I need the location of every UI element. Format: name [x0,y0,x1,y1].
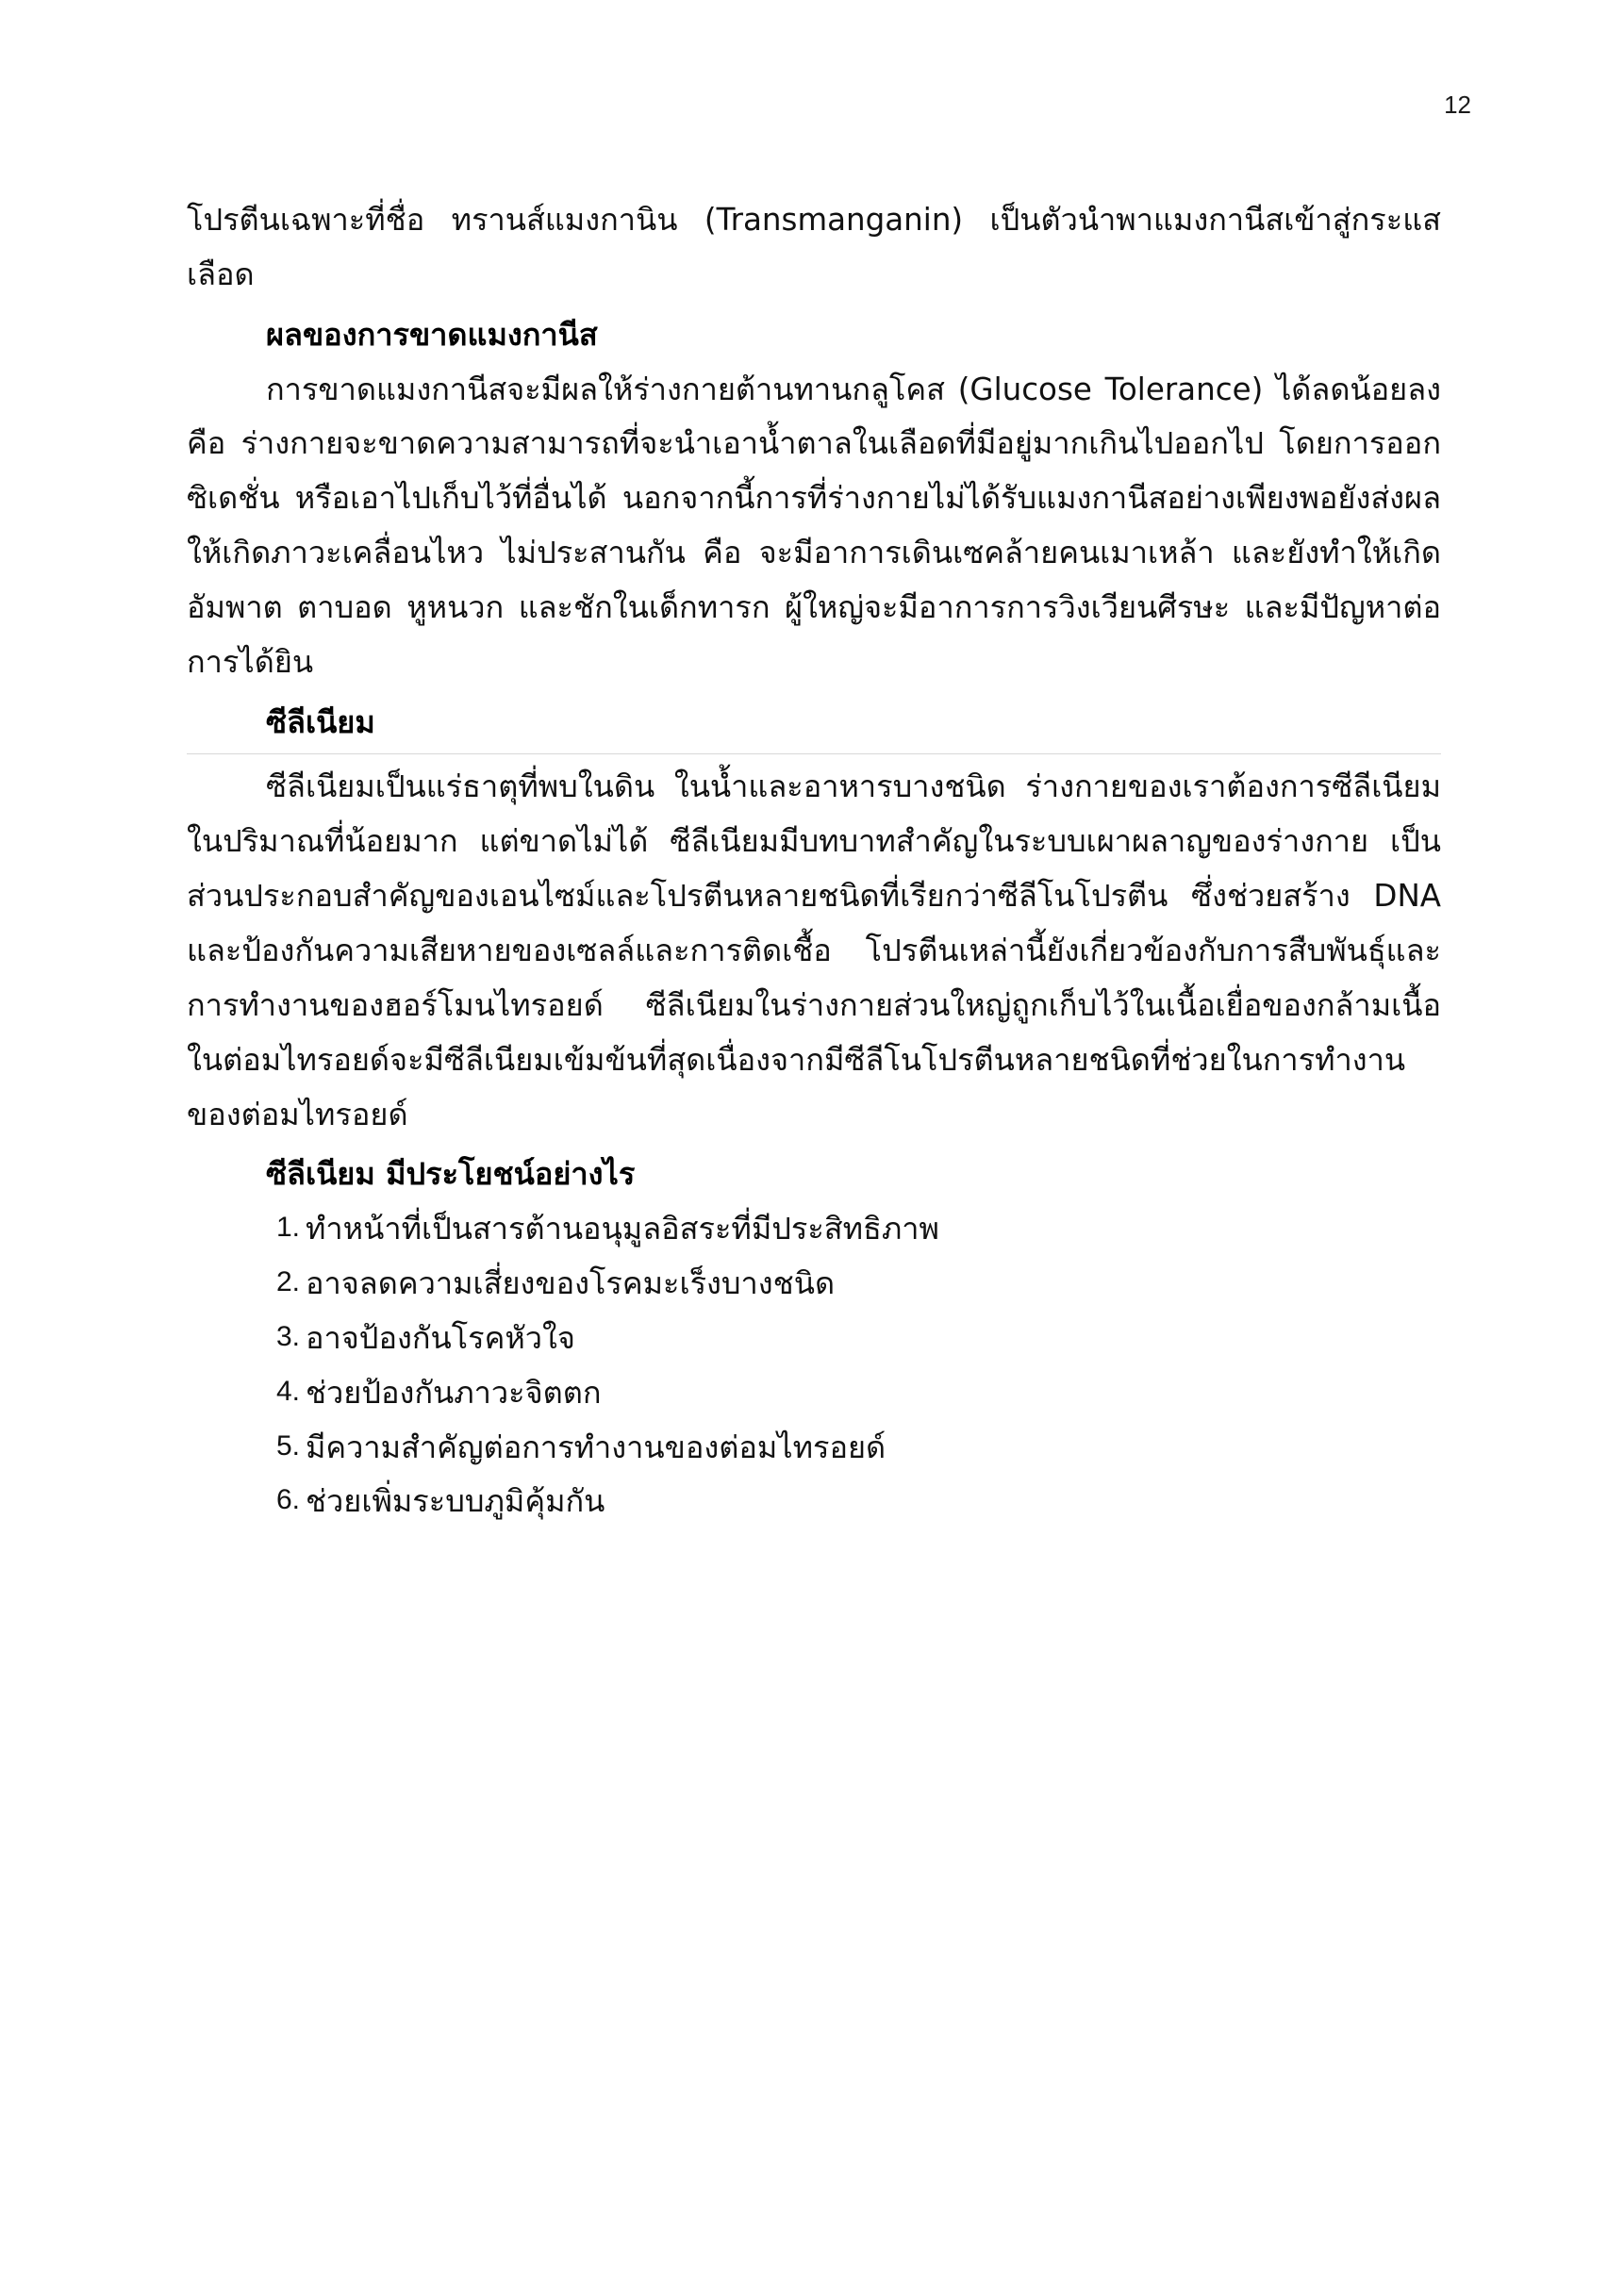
list-item-label: อาจป้องกันโรคหัวใจ [306,1319,575,1356]
page-number: 12 [1444,91,1471,119]
list-item [187,1475,1441,1529]
heading-manganese-deficiency: ผลของการขาดแมงกานีส [266,316,598,353]
paragraph-manganese-deficiency: การขาดแมงกานีสจะมีผลให้ร่างกายต้านทานกลูโคส (Glucose Tolerance) ได้ลดน้อยลง คือ ร่างกายจะขาดความสามารถที่จะนำเอาน้ำตาลในเลือดที่มีอยู่มากเกินไปออกไป โดยการออกซิเดชั่น หรือเอาไปเก็บไว้ที่อื่นได้ นอกจากนี้การที่ร่างกายไม่ได้รับแมงกานีสอย่างเพียงพอยังส่งผลให้เกิดภาวะเคลื่อนไหว ไม่ประสานกัน คือ จะมีอาการเดินเซคล้ายคนเมาเหล้า และยังทำให้เกิดอัมพาต ตาบอด หูหนวก และชักในเด็กทารก ผู้ใหญ่จะมีอาการการวิงเวียนศีรษะ และมีปัญหาต่อการได้ยิน [187,371,1441,680]
list-item [187,1366,1441,1421]
list-item-label: มีความสำคัญต่อการทำงานของต่อมไทรอยด์ [306,1429,887,1465]
paragraph-selenium: ซีลีเนียมเป็นแร่ธาตุที่พบในดิน ในน้ำและอาหารบางชนิด ร่างกายของเราต้องการซีลีเนียมในปริมาณที่น้อยมาก แต่ขาดไม่ได้ ซีลีเนียมมีบทบาทสำคัญในระบบเผาผลาญของร่างกาย เป็นส่วนประกอบสำคัญของเอนไซม์และโปรตีนหลายชนิดที่เรียกว่าซีลีโนโปรตีน ซึ่งช่วยสร้าง DNA และป้องกันความเสียหายของเซลล์และการติดเชื้อ โปรตีนเหล่านี้ยังเกี่ยวข้องกับการสืบพันธุ์และการทำงานของฮอร์โมนไทรอยด์ ซีลีเนียมในร่างกายส่วนใหญ่ถูกเก็บไว้ในเนื้อเยื่อของกล้ามเนื้อ ในต่อมไทรอยด์จะมีซีลีเนียมเข้มข้นที่สุดเนื่องจากมีซีลีโนโปรตีนหลายชนิดที่ช่วยในการทำงานของต่อมไทรอยด์ [187,768,1441,1132]
list-item-number: 6. [275,1484,300,1516]
list-item [187,1421,1441,1476]
section-divider [187,753,1441,754]
list-item [187,1312,1441,1366]
list-item-number: 3. [275,1320,300,1352]
list-item-label: ทำหน้าที่เป็นสารต้านอนุมูลอิสระที่มีประสิทธิภาพ [306,1211,939,1247]
list-item-number: 4. [275,1375,300,1407]
list-item [187,1257,1441,1312]
heading-selenium-benefits: ซีลีเนียม มีประโยชน์อย่างไร [266,1156,636,1193]
page-content [187,193,1441,1529]
list-item-label: ช่วยป้องกันภาวะจิตตก [306,1374,602,1411]
selenium-benefits-list [187,1202,1441,1529]
heading-selenium: ซีลีเนียม [266,703,375,740]
list-item-label: อาจลดความเสี่ยงของโรคมะเร็งบางชนิด [306,1265,836,1302]
list-item [187,1202,1441,1257]
paragraph-transmanganin: โปรตีนเฉพาะที่ชื่อ ทรานส์แมงกานิน (Transmanganin) เป็นตัวนำพาแมงกานีสเข้าสู่กระแสเลือด [187,202,1441,292]
list-item-label: ช่วยเพิ่มระบบภูมิคุ้มกัน [306,1483,605,1520]
list-item-number: 1. [275,1212,300,1244]
list-item-number: 2. [275,1266,300,1298]
list-item-number: 5. [275,1429,300,1462]
